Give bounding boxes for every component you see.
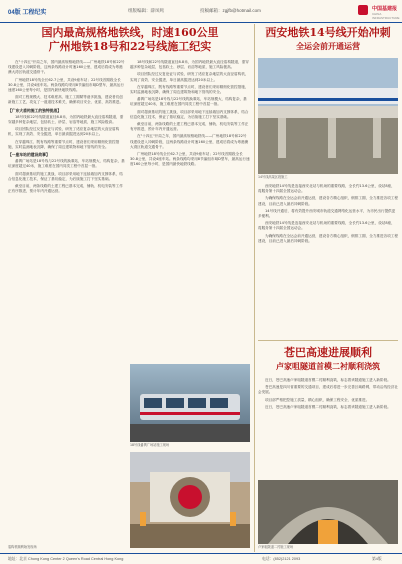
editor-label: 组版编辑：薛凤鸣 bbox=[128, 8, 164, 13]
lead-paragraph: 番禺广场站是18号线与22号线的换乘站，车站规模大、结构复杂，基坑深度超过40米，施工难度在国内同类工程中首屈一指。 bbox=[8, 159, 125, 169]
newspaper-name: 中国基建报 bbox=[372, 6, 398, 12]
right2-photo bbox=[258, 480, 398, 544]
footer-page: 第4版 bbox=[372, 557, 382, 561]
lead-column-2 bbox=[130, 60, 250, 360]
lead-photo-1-caption: 18号线番禺广场站施工现场 bbox=[130, 443, 170, 447]
lead-paragraph: 面对工程规模大、技术难度高、施工工期紧等诸多挑战，建设者们创新施工工艺，攻克了一道道技术难关，确保项目安全、优质、高效推进。 bbox=[8, 95, 123, 105]
column-divider bbox=[254, 24, 255, 552]
newspaper-subname: CHINA INFRASTRUCTURE bbox=[372, 12, 400, 20]
footer-address: 地址：北京 Chong Kong Center 2 Queen's Road Central Hong Kong bbox=[8, 557, 124, 561]
lead-article-title bbox=[8, 26, 252, 54]
right2-title-line2: 卢家咀隧道首模二衬顺利浇筑 bbox=[276, 361, 380, 371]
right2-paragraph: 近日，苍巴高速卢家咀隧道首模二衬顺利浇筑，标志着该隧道施工进入新阶段。 bbox=[265, 404, 391, 409]
right2-paragraph: 苍巴高速是四川省重要的交通项目，建成后将进一步完善区域路网，带动沿线经济社会发展。 bbox=[258, 385, 398, 395]
lead-paragraph: 在"十四五"开局之年，国内最高规格地铁线——广州地铁18号和22号线建设进入冲刺阶段，这两条线路设计时速160公里，建成后将成为粤港澳大湾区轨道交通骨干。 bbox=[8, 60, 125, 75]
right2-body bbox=[258, 378, 398, 478]
tunnel-lining-image bbox=[258, 480, 398, 544]
right1-title-line1: 西安地铁14号线开始冲刺 bbox=[265, 26, 391, 39]
lead-paragraph: 在穿越珠江、既有线路等重要节点时，建设者们采用精细化管控措施，实时监测地表沉降，确保了周边建筑物和地下管线的安全。 bbox=[8, 139, 120, 149]
lead-photo-2 bbox=[130, 452, 250, 548]
train-tunnel-image bbox=[130, 364, 250, 442]
right1-paragraph: 14号线开通后，将有效提升西安城市轨道交通网络化运营水平，为市民出行提供更多便利。 bbox=[258, 208, 396, 219]
right2-paragraph: 项目部严格把控施工质量，精心组织，确保工程安全、优质推进。 bbox=[265, 397, 370, 402]
lead-subhead: 【广东大盾构施工的独特挑战】 bbox=[8, 107, 62, 113]
page-footer bbox=[0, 553, 402, 564]
lead-column-1 bbox=[8, 60, 126, 550]
article-divider bbox=[258, 340, 398, 341]
lead-paragraph: 面对超深基坑的施工挑战，项目部采用地下连续墙加内支撑体系，结合信息化施工技术，保证了基坑稳定，为后续施工打下坚实基础。 bbox=[8, 171, 123, 181]
right1-photo-caption: 14号线高架区段施工 bbox=[258, 175, 288, 179]
page-header bbox=[0, 0, 402, 23]
section-label: 04版 工程纪实 bbox=[8, 10, 47, 16]
lead-paragraph: 项目团队经过反复论证与试验，研发了适应复杂地层的大直径盾构机，实现了高效、安全掘进，单日最高掘进达到20米以上。 bbox=[130, 72, 249, 82]
lead-title-line2: 广州地铁18号和22号线施工纪实 bbox=[48, 40, 212, 53]
right1-title-line2: 全运会前开通运营 bbox=[296, 41, 360, 51]
elevated-track-image bbox=[258, 58, 398, 174]
right1-paragraph: 为确保线路在全运会前开通运营，建设各方精心组织，倒排工期，全力推进各项工程建设，目前已进入最后冲刺阶段。 bbox=[258, 233, 398, 243]
right-article-2-title bbox=[258, 346, 398, 372]
lead-paragraph: 番禺广场站是18号线与22号线的换乘站，车站规模大、结构复杂，基坑深度超过40米，施工难度在国内同类工程中首屈一指。 bbox=[130, 97, 247, 107]
construction-site-image bbox=[130, 452, 250, 548]
right2-paragraph: 近日，苍巴高速卢家咀隧道首模二衬顺利浇筑，标志着该隧道施工进入新阶段。 bbox=[265, 378, 391, 382]
lead-paragraph: 18号线和22号线隧道直径8.8米，为国内地铁最大直径盾构隧道，需穿越多种复杂地层，包括软土、砂层、岩溶等地质，施工风险极高。 bbox=[8, 114, 124, 125]
footer-phone: 电话：(852)2121 2093 bbox=[262, 557, 301, 561]
right-article-1-title bbox=[258, 26, 398, 52]
lead-photo-1 bbox=[130, 364, 250, 442]
lead-paragraph: 在穿越珠江、既有线路等重要节点时，建设者们采用精细化管控措施，实时监测地表沉降，确保了周边建筑物和地下管线的安全。 bbox=[130, 84, 249, 95]
right1-paragraph: 西安地铁14号线是连接西安北站与机场的重要线路，全长约13.6公里，设站8座，将服务第十四届全国运动会。 bbox=[258, 221, 395, 231]
right2-photo-caption: 卢家咀隧道二衬施工现场 bbox=[258, 545, 294, 549]
right1-paragraph: 西安地铁14号线是连接西安北站与机场的重要线路，全长约13.6公里，设站8座，将服务第十四届全国运动会。 bbox=[258, 184, 395, 194]
lead-paragraph: 广州地铁18号线全长62.7公里，共设9座车站；22号线首期段全长30.8公里，共设4座车站。两条线路均采用8节编组市域D型车，最高运行速度160公里每小时，是国内最快地铁线路。 bbox=[130, 152, 250, 167]
right1-paragraph: 为确保线路在全运会前开通运营，建设各方精心组织，倒排工期，全力推进各项工程建设，目前已进入最后冲刺阶段。 bbox=[258, 196, 398, 206]
lead-paragraph: 截至目前，两条线路的土建工程已基本完成，铺轨、机电安装等工作正有序推进，预计年内开通运营。 bbox=[130, 122, 249, 132]
right1-body bbox=[258, 184, 398, 336]
right2-title-line1: 苍巴高速进展顺利 bbox=[284, 346, 372, 359]
lead-photo-2-caption: 盾构机顺利始发现场 bbox=[8, 545, 37, 549]
newspaper-logo-icon bbox=[358, 5, 368, 15]
lead-paragraph: 广州地铁18号线全长62.7公里，共设9座车站；22号线首期段全长30.8公里，共设4座车站。两条线路均采用8节编组市域D型车，最高运行速度160公里每小时，是国内最快地铁线路。 bbox=[8, 77, 124, 93]
lead-paragraph: 面对超深基坑的施工挑战，项目部采用地下连续墙加内支撑体系，结合信息化施工技术，保证了基坑稳定，为后续施工打下坚实基础。 bbox=[130, 109, 249, 119]
lead-paragraph: 截至目前，两条线路的土建工程已基本完成，铺轨、机电安装等工作正有序推进，预计年内开通运营。 bbox=[8, 184, 123, 194]
lead-title-line1: 国内最高规格地铁线，时速160公里 bbox=[41, 26, 219, 39]
lead-subhead: 【一座车站的建设故事】 bbox=[8, 152, 50, 158]
email-label: 投稿邮箱：zgjfb@hotmail.com bbox=[200, 8, 261, 13]
right1-photo bbox=[258, 58, 398, 174]
lead-paragraph: 在"十四五"开局之年，国内最高规格地铁线——广州地铁18号和22号线建设进入冲刺阶段，这两条线路设计时速160公里，建成后将成为粤港澳大湾区轨道交通骨干。 bbox=[130, 134, 249, 149]
lead-paragraph: 项目团队经过反复论证与试验，研发了适应复杂地层的大直径盾构机，实现了高效、安全掘进，单日最高掘进达到20米以上。 bbox=[8, 127, 120, 137]
lead-paragraph: 18号线和22号线隧道直径8.8米，为国内地铁最大直径盾构隧道，需穿越多种复杂地层，包括软土、砂层、岩溶等地质，施工风险极高。 bbox=[130, 60, 249, 70]
